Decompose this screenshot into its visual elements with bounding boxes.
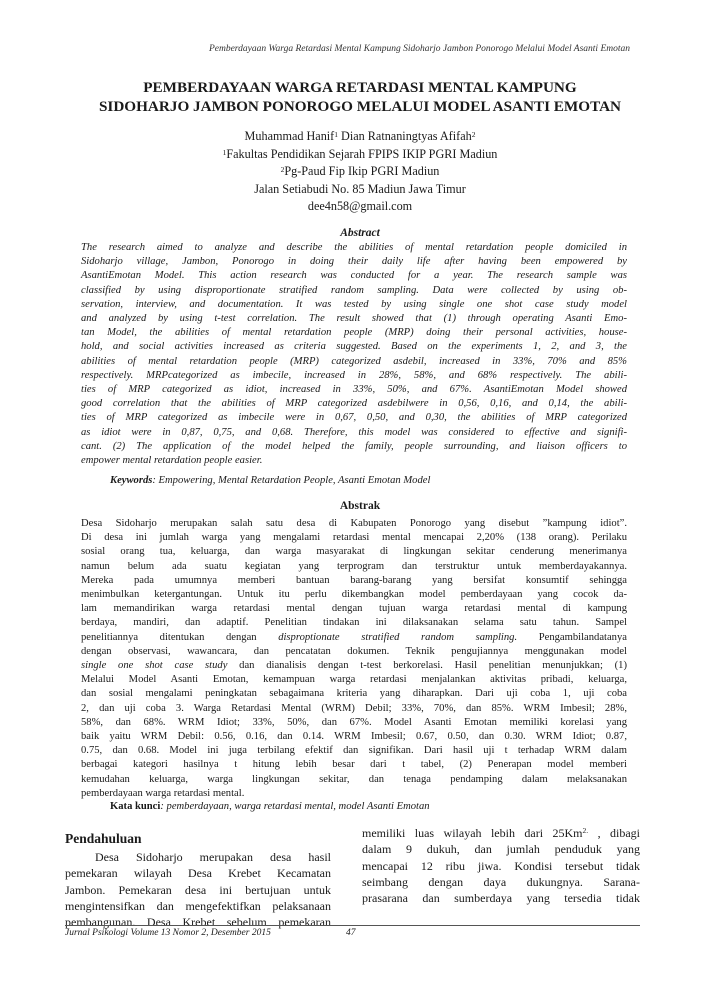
affiliation-1-sup: 1 (222, 147, 227, 157)
abstract-en-line: AsantiEmotan Model. This action research was conducted for a year. The research sample was (81, 270, 627, 282)
abstract-en-line: cant. (2) The application of the model helped the family, people surrounding, and liaison officers to (81, 440, 627, 452)
abstract-id-line: dan sosial mengalami peningkatan sebagaimana kriteria yang diharapkan. Dari uji coba 1, uji coba (81, 688, 627, 700)
abstract-id-line: 2, dan uji coba 3. Warga Retardasi Mental (WRM) Debil; 33%, 70%, dan 85%. WRM Imbesil; 28%, (81, 702, 627, 714)
abstract-id-italic-term: single one shot case study (81, 660, 228, 672)
abstract-en-line: servation, interview, and documentation. It was tested by using single one shot case study model (81, 298, 627, 310)
abstract-id-heading: Abstrak (339, 500, 381, 512)
affiliation-1 (40, 146, 680, 164)
abstract-en-body (81, 241, 627, 468)
abstract-en-line: as idiot were in 0,87, 0,75, and 0,68. Therefore, this model was considered to effective and signifi- (81, 426, 627, 438)
affiliation-2-sup: 2 (280, 165, 285, 174)
intro-left-line: mengintensifkan dan mengefektifkan pelaksanaan (65, 898, 331, 913)
address: Jalan Setiabudi No. 85 Madiun Jawa Timur (254, 181, 466, 196)
keywords-id-text: : pemberdayaan, warga retardasi mental, model Asanti Emotan (160, 801, 430, 812)
abstract-id-line: menimbulkan ketergantungan. Untuk itu perlu dikembangkan model pemberdayaan yang cocok da- (81, 589, 627, 601)
abstract-id-line: 58%, dan 68%. WRM Idiot; 33%, 50%, dan 67%. Model Asanti Emotan memiliki korelasi yang (81, 716, 627, 728)
abstract-en-line: good correlation that the abilities of MRP categorized asdebilwere in 0,56, 0,16, and 0,14, the abili- (81, 398, 627, 410)
footer-divider (65, 925, 640, 926)
abstract-id-line (81, 659, 627, 673)
author-block (40, 128, 680, 216)
keywords-en-label: Keywords (110, 475, 153, 486)
abstract-id-line: namun belum ada suatu kegiatan yang terprogram dan terstruktur untuk memberdayakannya. (81, 560, 627, 572)
intro-right-line-1 (362, 825, 640, 841)
paper-title (40, 78, 680, 116)
abstract-en-line: respectively. MRPcategorized as imbecile, increased in 28%, 58%, and 68% respectively. The abili- (81, 369, 627, 381)
email: dee4n58@gmail.com (307, 199, 413, 213)
abstract-id-line-text: penelitiannya ditentukan dengan (81, 631, 279, 643)
abstract-en-line: ties of MRP categorized as imbecile were in 0,67, 0,50, and 0,30, the abilities of MRP categorized (81, 412, 627, 424)
abstract-en-line: ties of MRP categorized as idiot, increased in 33%, 50%, and 67%. AsantiEmotan Model showed (81, 384, 627, 396)
intro-right-line-1-text: memiliki luas wilayah lebih dari 25Km (362, 826, 583, 840)
title-line-1: PEMBERDAYAAN WARGA RETARDASI MENTAL KAMPUNG (143, 79, 577, 96)
keywords-id-label: Kata kunci (110, 801, 161, 812)
abstract-id-line: Desa Sidoharjo merupakan salah satu desa di Kabupaten Ponorogo yang disebut ”kampung idiot”. (81, 518, 627, 529)
keywords-id (110, 801, 650, 812)
author-names (40, 128, 680, 146)
title-line-2: SIDOHARJO JAMBON PONOROGO MELALUI MODEL ASANTI EMOTAN (98, 98, 622, 115)
intro-right-column (362, 825, 640, 906)
abstract-en-line: abilities of mental retardation people (MRP) categorized asdebil, increased in 33%, 70% and 85% (81, 355, 627, 367)
abstract-id-line: pemberdayaan warga retardasi mental. (81, 787, 245, 799)
intro-left-line: Jambon. Pemekaran desa ini bertujuan untuk (65, 882, 331, 897)
abstract-en-line: empower mental retardation people easier. (81, 455, 263, 467)
intro-right-line: prasarana dan sumberdaya yang tersedia tidak (362, 891, 640, 906)
intro-right-line-1-end: , dibagi (588, 826, 640, 840)
abstract-id-line: berdaya, mandiri, dan adaptif. Penelitian tindakan ini dilaksanakan selama satu tahun. Sampel (81, 617, 627, 629)
abstract-id-line: dengan observasi, wawancara, dan pencatatan dokumen. Teknik pengujiannya menggunakan model (81, 645, 627, 657)
page-number: 47 (346, 928, 356, 938)
author-1-sup: 1 (334, 130, 338, 139)
abstract-id-line: 0.75, dan 0.68. Model ini juga terbilang efektif dan signifikan. Dari hasil uji t terhadap WRM dalam (81, 745, 627, 757)
running-head: Pemberdayaan Warga Retardasi Mental Kampung Sidoharjo Jambon Ponorogo Melalui Model Asanti Emotan (208, 44, 630, 54)
abstract-id-line: berbagai kategori hasilnya t hitung lebih besar dari t tabel, (2) Penerapan model memberi (81, 759, 627, 771)
abstract-en-heading: Abstract (340, 227, 380, 239)
abstract-id-italic-term: disproptionate stratified random sampling. (278, 631, 518, 643)
intro-heading: Pendahuluan (65, 831, 142, 846)
abstract-id-line: Mereka pada umumnya memberi bantuan barang-barang yang bersifat konsumtif sehingga (81, 574, 627, 586)
affiliation-2 (40, 163, 680, 181)
intro-right-line: seimbang dengan daya dukungnya. Sarana- (362, 874, 640, 889)
author-2: Dian Ratnaningtyas Afifah (338, 129, 472, 143)
footer-journal: Jurnal Psikologi Volume 13 Nomor 2, Desember 2015 (65, 928, 271, 938)
abstract-en-line: Sidoharjo village, Jambon, Ponorogo in doing their daily life after having been empowered by (81, 256, 627, 268)
intro-right-line: mencapai 12 ribu jiwa. Kondisi tersebut tidak (362, 858, 640, 873)
abstract-en-line: and analyzed by using t-test correlation. The result showed that (1) through operating Asanti Emo- (81, 313, 627, 325)
intro-left-line: Desa Sidoharjo merupakan desa hasil (95, 850, 331, 864)
abstract-en-line: The research aimed to analyze and describe the abilities of mental retardation people domiciled in (81, 242, 627, 253)
affiliation-2-text: Pg-Paud Fip Ikip PGRI Madiun (284, 164, 440, 178)
abstract-id-line: Di desa ini jumlah warga yang mengalami retardasi mental mencapai 2,20% (138 orang). Perilaku (81, 532, 627, 544)
abstract-en-line: tan Model, the abilities of mental retardation people (MRP) doing their personal activities, house- (81, 327, 627, 339)
author-1: Muhammad Hanif (244, 129, 335, 143)
abstract-en-line: classified by using disproportionate stratified random sampling. Data were collected by using ob- (81, 284, 627, 296)
abstract-id-line: lam memandirikan warga retardasi mental dengan tujuan warga retardasi mental di kampung (81, 603, 627, 615)
abstract-en-line: hold, and social activities increased as criteria suggested. Based on the experiments 1, 2, and 3, the (81, 341, 627, 353)
affiliation-1-text: Fakultas Pendidikan Sejarah FPIPS IKIP PGRI Madiun (226, 146, 498, 161)
abstract-id-body (81, 517, 627, 801)
keywords-en-text: : Empowering, Mental Retardation People, Asanti Emotan Model (152, 475, 431, 486)
abstract-id-line: baik yaitu WRM Debil: 0.56, 0.16, dan 0.14. WRM Imbesil; 0.67, 0.50, dan 0.30. WRM Idiot; 0.87, (81, 731, 627, 743)
intro-right-line: dalam 9 dukuh, dan jumlah penduduk yang (362, 842, 640, 857)
author-2-sup: 2 (471, 130, 476, 139)
intro-left-line: pemekaran wilayah Desa Krebet Kecamatan (65, 866, 331, 881)
abstract-id-line (81, 631, 627, 645)
keywords-en (110, 475, 650, 486)
abstract-id-line-text: Pengambilandatanya (517, 631, 627, 643)
abstract-id-line: Melalui Model Asanti Emotan, kemampuan warga retardasi menjalankan aktivitas pribadi, keluarga, (81, 674, 627, 686)
abstract-id-line: kemudahan keluarga, warga lingkungan sekitar, dan tenaga pendamping dalam melaksanakan (81, 773, 627, 785)
intro-left-column (65, 830, 331, 930)
intro-right-line-1-sup: 2. (582, 826, 589, 835)
abstract-id-line: sosial orang tua, keluarga, dan warga masyarakat di lingkungan sekitar cenderung menerimanya (81, 546, 627, 558)
abstract-id-line-text: dan dianalisis dengan t-test berkorelasi. Hasil penelitian menunjukkan; (1) (227, 660, 627, 672)
intro-left-line: pembangunan. Desa Krebet sebelum pemekaran (65, 915, 331, 930)
